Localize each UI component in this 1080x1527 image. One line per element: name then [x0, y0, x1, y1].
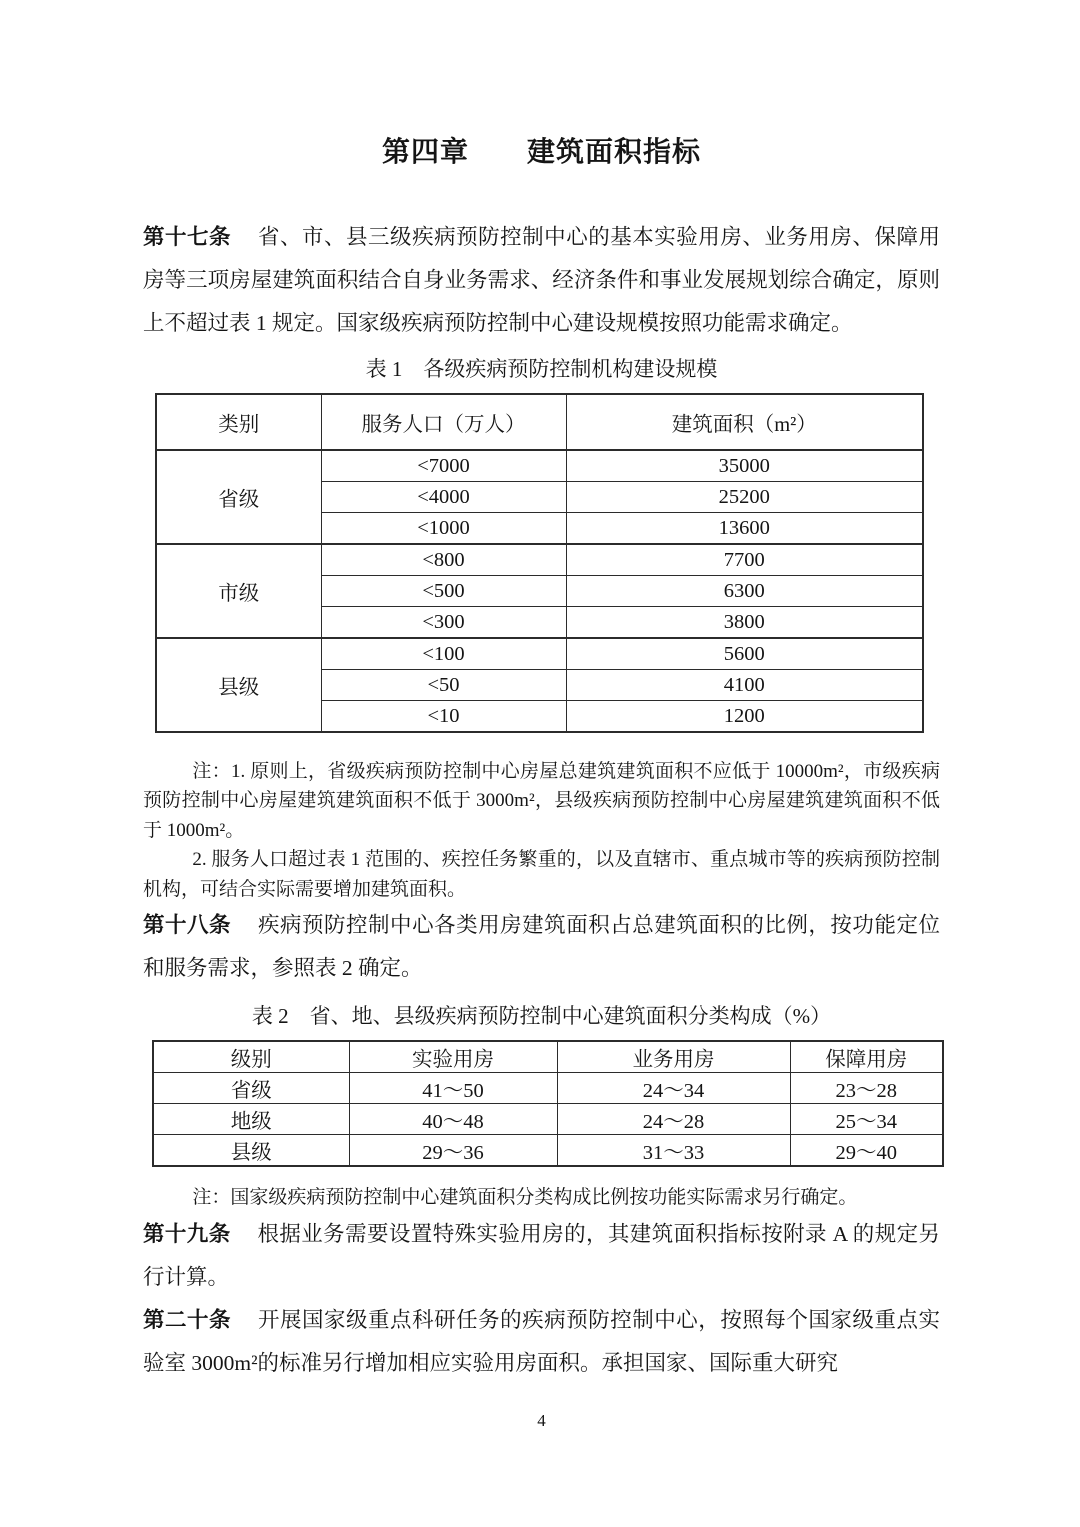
table-cell: 7700 [566, 544, 923, 576]
table-cell: <500 [321, 576, 566, 607]
article-20-text: 开展国家级重点科研任务的疾病预防控制中心，按照每个国家级重点实验室 3000m²的标准另行增加相应实验用房面积。承担国家、国际重大研究 [143, 1307, 940, 1375]
table-cell: 1200 [566, 701, 923, 733]
table-row [156, 450, 923, 482]
table-cell: <10 [321, 701, 566, 733]
table1-notes [143, 757, 940, 904]
table-row [153, 1073, 943, 1104]
article-20-label: 第二十条 [143, 1307, 232, 1332]
table-cell: 6300 [566, 576, 923, 607]
article-19-label: 第十九条 [143, 1221, 231, 1246]
page-number: 4 [537, 1410, 546, 1430]
table-cell: 地级 [153, 1104, 349, 1135]
table1-header-area: 建筑面积（m²） [566, 394, 923, 450]
table2 [152, 1040, 944, 1167]
article-18-label: 第十八条 [143, 913, 232, 938]
table1-category-provincial: 省级 [156, 450, 321, 544]
article-17-label: 第十七条 [143, 225, 232, 249]
table-cell: <1000 [321, 513, 566, 545]
table-cell: 3800 [566, 607, 923, 639]
table2-header-business: 业务用房 [557, 1041, 790, 1073]
table-cell: <800 [321, 544, 566, 576]
table1-caption: 表 1 各级疾病预防控制机构建设规模 [365, 357, 718, 381]
table-cell: 40～48 [349, 1104, 557, 1135]
table1-note-2: 2. 服务人口超过表 1 范围的、疾控任务繁重的，以及直辖市、重点城市等的疾病预防控制机构，可结合实际需要增加建筑面积。 [143, 849, 940, 900]
table-cell: 24～34 [557, 1073, 790, 1104]
table2-header-support: 保障用房 [790, 1041, 943, 1073]
table2-note: 注：国家级疾病预防控制中心建筑面积分类构成比例按功能实际需求另行确定。 [192, 1187, 858, 1209]
table-cell: 35000 [566, 450, 923, 482]
table1-header-category: 类别 [156, 394, 321, 450]
table-cell: 县级 [153, 1135, 349, 1167]
table-row [153, 1104, 943, 1135]
table1-category-county: 县级 [156, 638, 321, 732]
table-cell: 省级 [153, 1073, 349, 1104]
table2-header-row [153, 1041, 943, 1073]
table-cell: 29～40 [790, 1135, 943, 1167]
table1-note-1: 注：1. 原则上，省级疾病预防控制中心房屋总建筑建筑面积不应低于 10000m²，市级疾病预防控制中心房屋建筑建筑面积不低于 3000m²，县级疾病预防控制中心房屋建筑建筑面积不低于 1000m²。 [143, 761, 940, 841]
table1-header-row [156, 394, 923, 450]
table-cell: <50 [321, 670, 566, 701]
chapter-title: 第四章 建筑面积指标 [381, 137, 701, 168]
article-17 [143, 216, 940, 345]
table1-category-municipal: 市级 [156, 544, 321, 638]
table-cell: 41～50 [349, 1073, 557, 1104]
table-cell: <300 [321, 607, 566, 639]
table-row [156, 544, 923, 576]
table2-header-level: 级别 [153, 1041, 349, 1073]
table-row [153, 1135, 943, 1167]
article-18 [143, 904, 940, 990]
table-cell: 23～28 [790, 1073, 943, 1104]
table-cell: <4000 [321, 482, 566, 513]
table2-header-lab: 实验用房 [349, 1041, 557, 1073]
table-cell: 25200 [566, 482, 923, 513]
table-cell: <7000 [321, 450, 566, 482]
table-cell: 5600 [566, 638, 923, 670]
article-19-text: 根据业务需要设置特殊实验用房的，其建筑面积指标按附录 A 的规定另行计算。 [143, 1221, 940, 1289]
table-cell: 29～36 [349, 1135, 557, 1167]
article-18-text: 疾病预防控制中心各类用房建筑面积占总建筑面积的比例，按功能定位和服务需求，参照表 2 确定。 [143, 913, 940, 981]
article-17-text: 省、市、县三级疾病预防控制中心的基本实验用房、业务用房、保障用房等三项房屋建筑面积结合自身业务需求、经济条件和事业发展规划综合确定，原则上不超过表 1 规定。国家级疾病预防控制中心建设规模按照功能需求确定。 [143, 225, 940, 335]
table-cell: 13600 [566, 513, 923, 545]
article-19 [143, 1213, 940, 1299]
table-cell: 31～33 [557, 1135, 790, 1167]
table-cell: 4100 [566, 670, 923, 701]
table1-header-population: 服务人口（万人） [321, 394, 566, 450]
table1 [155, 393, 924, 733]
table2-caption: 表 2 省、地、县级疾病预防控制中心建筑面积分类构成（%） [251, 1004, 832, 1029]
table-cell: 25～34 [790, 1104, 943, 1135]
table-cell: <100 [321, 638, 566, 670]
table-cell: 24～28 [557, 1104, 790, 1135]
table-row [156, 638, 923, 670]
article-20 [143, 1299, 940, 1385]
